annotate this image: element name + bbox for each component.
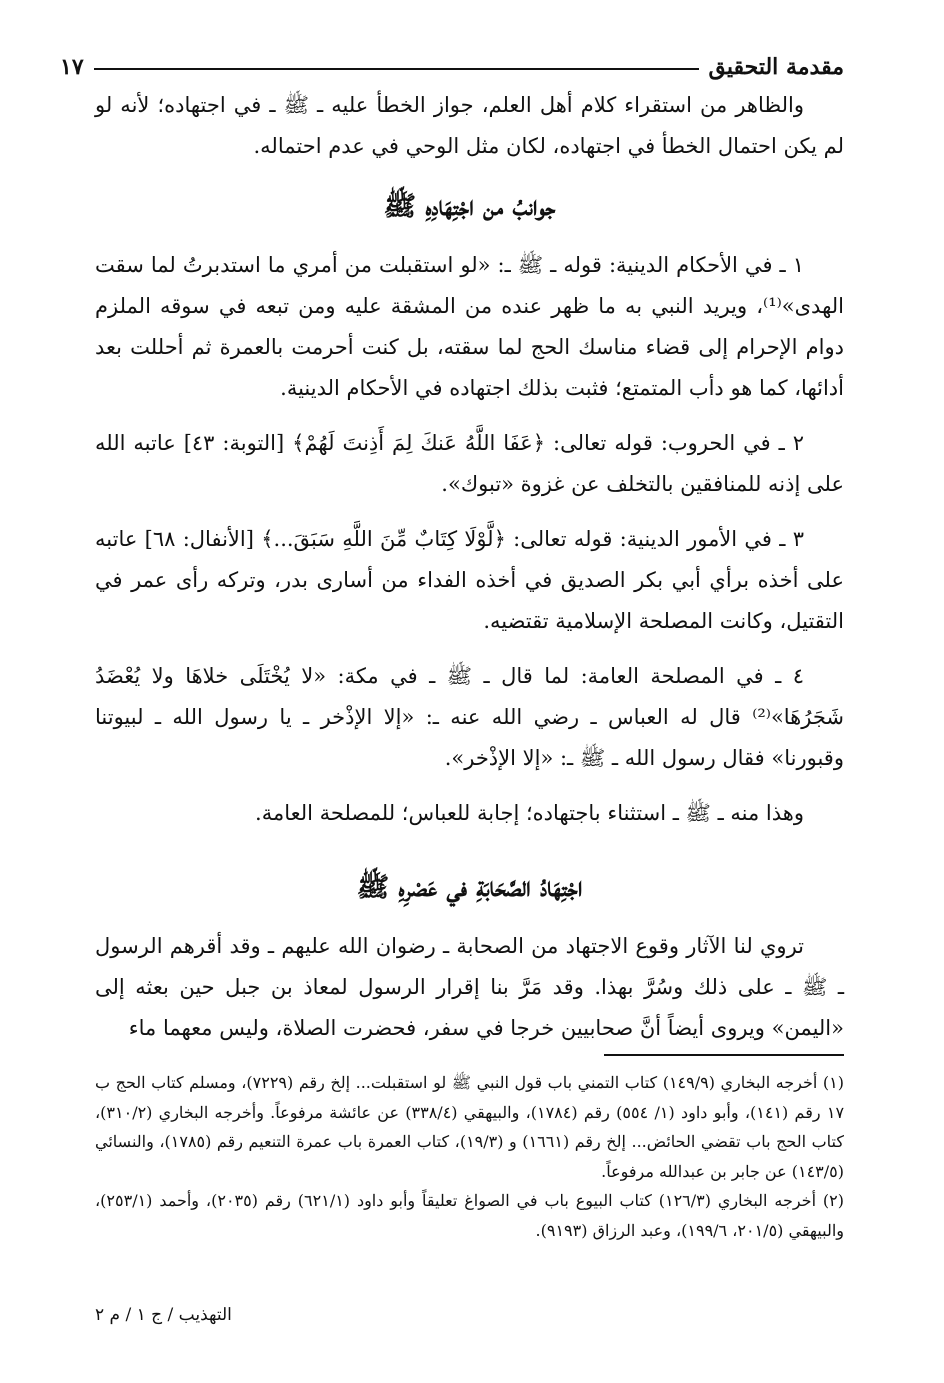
footnote: (٢) أخرجه البخاري (١٢٦/٣) كتاب البيوع باب في الصواغ تعليقاً وأبو داود (٦٢١/١) رقم (٢٠٣٥)، وأحمد (٢٥٣/١)، والبيهقي (٢٠١/٥، ١٩٩/٦)، وعبد الرزاق (٩١٩٣). [95, 1191, 844, 1240]
main-text [95, 85, 844, 1049]
companions-paragraph: تروي لنا الآثار وقوع الاجتهاد من الصحابة ـ رضوان الله عليهم ـ وقد أقرهم الرسول ـ ﷺ ـ على ذلك وسُرَّ بهذا. وقد مَرَّ بنا إقرار الرسول لمعاذ بن جبل حين بعثه إلى «اليمن» ويروى أيضاً أنَّ صحابيين خرجا في سفر، فحضرت الصلاة، وليس معهما ماء [95, 934, 844, 1040]
list-item: ١ ـ في الأحكام الدينية: قوله ـ ﷺ ـ: «لو استقبلت من أمري ما استدبرتُ لما سقت الهدى»⁽¹⁾، ويريد النبي به ما ظهر عنده من المشقة عليه ومن تبعه في سوقه الملزم دوام الإحرام إلى قضاء مناسك الحج لما سقته، بل كنت أحرمت بالعمرة ثم أحللت بعد أدائها، كما هو دأب المتمتع؛ فثبت بذلك اجتهاده في الأحكام الدينية. [95, 253, 844, 400]
conclusion-paragraph: وهذا منه ـ ﷺ ـ استثناء باجتهاده؛ إجابة للعباس؛ للمصلحة العامة. [255, 801, 804, 825]
footnote: (١) أخرجه البخاري (١٤٩/٩) كتاب التمني باب قول النبي ﷺ لو استقبلت... إلخ رقم (٧٢٢٩)، ومسلم كتاب الحج ب ١٧ رقم (١٤١)، وأبو داود (١/ ٥٥٤) رقم (١٧٨٤)، والبيهقي (٣٣٨/٤) عن عائشة مرفوعاً. وأخرجه البخاري (٣١٠/٢)، كتاب الحج باب تقضي الحائض... إلخ رقم (١٦٦١) و (١٩/٣)، كتاب العمرة باب عمرة التنعيم رقم (١٧٨٥)، والنسائي (١٤٣/٥) عن جابر بن عبدالله مرفوعاً. [95, 1073, 845, 1181]
section-title: مقدمة التحقيق [708, 54, 844, 80]
footnotes [95, 1068, 844, 1245]
page-number: ١٧ [60, 54, 84, 80]
footnote-divider [604, 1054, 844, 1056]
header-rule [94, 68, 699, 70]
list-item: ٣ ـ في الأمور الدينية: قوله تعالى: ﴿لَّوْلَا كِتَابٌ مِّنَ اللَّهِ سَبَقَ...﴾ [الأنفال: ٦٨] عاتبه على أخذه برأي أبي بكر الصديق في أخذه الفداء من أسارى بدر، وتركه رأى عمر في التقتيل، وكانت المصلحة الإسلامية تقتضيه. [95, 527, 844, 633]
list-item: ٢ ـ في الحروب: قوله تعالى: ﴿عَفَا اللَّهُ عَنكَ لِمَ أَذِنتَ لَهُمْ﴾ [التوبة: ٤٣] عاتبه الله على إذنه للمنافقين بالتخلف عن غزوة «تبوك». [95, 431, 844, 496]
list-item: ٤ ـ في المصلحة العامة: لما قال ـ ﷺ ـ في مكة: «لا يُخْتَلَى خلاهَا ولا يُعْضَدُ شَجَرُهَا»⁽²⁾ قال له العباس ـ رضي الله عنه ـ: «إلا الإذْخر ـ يا رسول الله ـ لبيوتنا وقبورنا» فقال رسول الله ـ ﷺ ـ: «إلا الإذْخر». [95, 664, 844, 770]
intro-paragraph: والظاهر من استقراء كلام أهل العلم، جواز الخطأ عليه ـ ﷺ ـ في اجتهاده؛ لأنه لو لم يكن احتمال الخطأ في اجتهاده، لكان مثل الوحي في عدم احتماله. [95, 93, 844, 158]
running-header [60, 40, 844, 80]
section-heading-1: جوانبُ من اجْتِهَادِهِ ﷺ [383, 191, 556, 222]
signature-mark: التهذيب / ج ١ / م ٢ [95, 1305, 232, 1325]
section-heading-2: اجْتِهَادُ الصَّحَابَةِ في عَصْرِهِ ﷺ [356, 872, 583, 903]
